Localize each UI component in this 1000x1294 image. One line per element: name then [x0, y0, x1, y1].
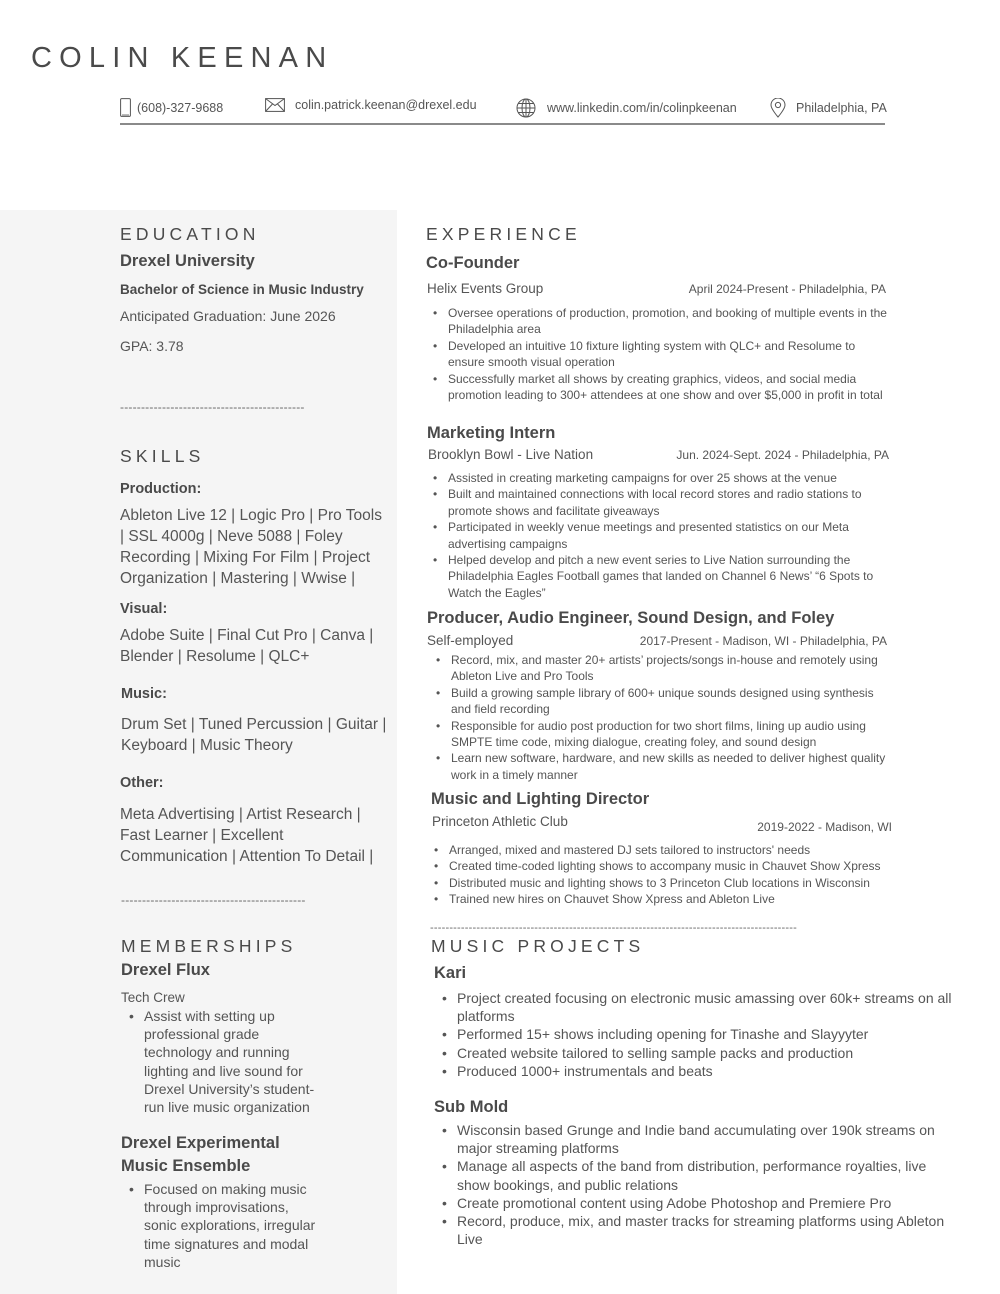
- phone-text: (608)-327-9688: [137, 100, 224, 115]
- project-bullets: [436, 989, 956, 1080]
- education-school: Drexel University: [120, 252, 255, 270]
- mail-icon: [265, 98, 285, 112]
- email-text: colin.patrick.keenan@drexel.edu: [295, 98, 477, 112]
- section-divider: --------------------------------------------: [121, 893, 306, 907]
- project-bullet: • Create promotional content using Adobe Photoshop and Premiere Pro: [436, 1194, 958, 1212]
- project-name: Kari: [434, 964, 467, 982]
- contact-email[interactable]: [265, 98, 477, 112]
- globe-icon: [516, 98, 536, 118]
- project-bullet: • Performed 15+ shows including opening for Tinashe and Slayyyter: [436, 1025, 956, 1043]
- membership-bullets: [123, 1007, 323, 1116]
- contact-website[interactable]: [516, 98, 737, 118]
- candidate-name: COLIN KEENAN: [31, 42, 334, 74]
- job-dates: 2017-Present - Madison, WI - Philadelphia, PA: [639, 634, 887, 648]
- contact-location: [770, 98, 887, 118]
- skills-heading: SKILLS: [120, 446, 205, 466]
- project-bullet: • Wisconsin based Grunge and Indie band accumulating over 190k streams on major streaming platforms: [436, 1121, 958, 1157]
- contact-bar: [120, 96, 885, 125]
- location-pin-icon: [770, 98, 786, 118]
- membership-org: Drexel Experimental Music Ensemble: [121, 1134, 280, 1175]
- job-company: Brooklyn Bowl - Live Nation: [428, 447, 594, 462]
- job-company: Self-employed: [427, 633, 514, 648]
- project-bullet: • Project created focusing on electronic music amassing over 60k+ streams on all platforms: [436, 989, 956, 1025]
- skill-group-label: Visual:: [120, 601, 168, 617]
- job-bullet: • Responsible for audio post production for two short films, lining up audio using SMPTE time code, mixing dialogue, creating foley, and sound design: [430, 718, 895, 751]
- membership-org: Drexel Flux: [121, 961, 210, 979]
- job-dates: Jun. 2024-Sept. 2024 - Philadelphia, PA: [676, 448, 889, 462]
- projects-heading: MUSIC PROJECTS: [431, 936, 645, 956]
- job-company: Princeton Athletic Club: [432, 814, 568, 829]
- membership-bullet: • Focused on making music through improvisations, sonic explorations, irregular time signatures and modal music: [123, 1180, 323, 1271]
- skill-group-label: Other:: [120, 775, 164, 791]
- contact-phone[interactable]: [120, 98, 223, 117]
- job-bullet: • Successfully market all shows by creating graphics, videos, and social media promotion leading to 300+ attendees at one show and over $5,000 in profit in total: [427, 371, 892, 404]
- job-bullets: [427, 305, 892, 403]
- project-bullet: • Created website tailored to selling sample packs and production: [436, 1044, 956, 1062]
- skill-group-label: Music:: [121, 686, 167, 702]
- job-bullets: [428, 842, 896, 908]
- project-bullet: • Record, produce, mix, and master tracks for streaming platforms using Ableton Live: [436, 1212, 958, 1248]
- job-bullet: • Created time-coded lighting shows to accompany music in Chauvet Show Xpress: [428, 858, 896, 874]
- project-bullet: • Manage all aspects of the band from distribution, performance royalties, live show bookings, and public relations: [436, 1157, 958, 1193]
- skill-group-text: Drum Set | Tuned Percussion | Guitar | Keyboard | Music Theory: [121, 716, 387, 754]
- membership-role: Tech Crew: [121, 990, 185, 1005]
- skill-group-text: Adobe Suite | Final Cut Pro | Canva | Blender | Resolume | QLC+: [120, 627, 374, 665]
- location-text: Philadelphia, PA: [796, 101, 887, 115]
- job-bullet: • Learn new software, hardware, and new skills as needed to deliver highest quality work in a timely manner: [430, 750, 895, 783]
- project-bullets: [436, 1121, 958, 1248]
- website-text: www.linkedin.com/in/colinpkeenan: [547, 101, 737, 115]
- job-bullets: [427, 470, 892, 601]
- education-degree: Bachelor of Science in Music Industry: [120, 282, 364, 297]
- job-title: Producer, Audio Engineer, Sound Design, and Foley: [427, 609, 835, 627]
- job-bullet: • Developed an intuitive 10 fixture lighting system with QLC+ and Resolume to ensure smooth visual operation: [427, 338, 892, 371]
- skill-group-text: Ableton Live 12 | Logic Pro | Pro Tools | SSL 4000g | Neve 5088 | Foley Recording | Mixing For Film | Project Organization | Mastering | Wwise |: [120, 507, 382, 587]
- job-bullet: • Assisted in creating marketing campaigns for over 25 shows at the venue: [427, 470, 892, 486]
- experience-heading: EXPERIENCE: [426, 224, 581, 244]
- job-dates: April 2024-Present - Philadelphia, PA: [688, 282, 886, 296]
- job-title: Co-Founder: [426, 254, 520, 272]
- skill-group-label: Production:: [120, 481, 202, 497]
- job-bullets: [430, 652, 895, 783]
- job-bullet: • Arranged, mixed and mastered DJ sets tailored to instructors' needs: [428, 842, 896, 858]
- job-title: Marketing Intern: [427, 424, 556, 442]
- section-divider: --------------------------------------------: [120, 400, 305, 414]
- job-dates: 2019-2022 - Madison, WI: [757, 820, 892, 834]
- job-bullet: • Distributed music and lighting shows to 3 Princeton Club locations in Wisconsin: [428, 875, 896, 891]
- job-bullet: • Record, mix, and master 20+ artists’ projects/songs in-house and remotely using Ableton Live and Pro Tools: [430, 652, 895, 685]
- job-bullet: • Participated in weekly venue meetings and presented statistics on our Meta advertising campaigns: [427, 519, 892, 552]
- job-company: Helix Events Group: [427, 281, 544, 296]
- job-bullet: • Built and maintained connections with local record stores and radio stations to promote shows and facilitate giveaways: [427, 486, 892, 519]
- phone-icon: [120, 98, 131, 117]
- membership-bullets: [123, 1180, 323, 1271]
- project-bullet: • Produced 1000+ instrumentals and beats: [436, 1062, 956, 1080]
- skill-group-text: Meta Advertising | Artist Research | Fast Learner | Excellent Communication | Attention To Detail |: [120, 806, 374, 865]
- job-bullet: • Helped develop and pitch a new event series to Live Nation surrounding the Philadelphia Eagles Football games that landed on Channel 6 News’ “6 Spots to Watch the Eagles”: [427, 552, 892, 601]
- education-heading: EDUCATION: [120, 224, 260, 244]
- education-graduation: Anticipated Graduation: June 2026: [120, 308, 336, 324]
- membership-bullet: • Assist with setting up professional grade technology and running lighting and live sound for Drexel University’s student-run live music organization: [123, 1007, 323, 1116]
- project-name: Sub Mold: [434, 1098, 509, 1116]
- job-title: Music and Lighting Director: [431, 790, 650, 808]
- section-divider: -----------------------------------------------------------------------------------------------: [430, 922, 797, 934]
- job-bullet: • Oversee operations of production, promotion, and booking of multiple events in the Philadelphia area: [427, 305, 892, 338]
- job-bullet: • Build a growing sample library of 600+ unique sounds designed using synthesis and field recording: [430, 685, 895, 718]
- memberships-heading: MEMBERSHIPS: [121, 936, 297, 956]
- job-bullet: • Trained new hires on Chauvet Show Xpress and Ableton Live: [428, 891, 896, 907]
- education-gpa: GPA: 3.78: [120, 338, 184, 354]
